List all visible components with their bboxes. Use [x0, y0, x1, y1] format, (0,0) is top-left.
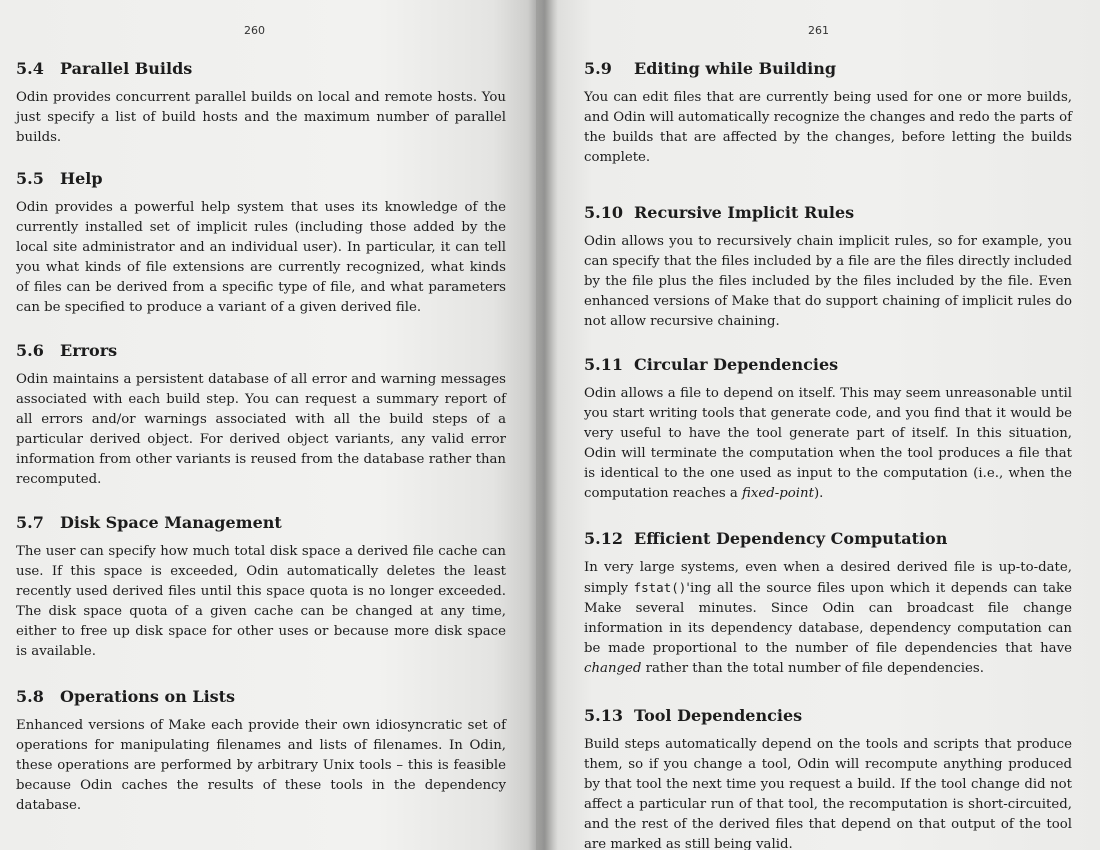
section-body: The user can specify how much total disk space a derived file cache can use. If this space is exceeded, Odin automatically deletes the least recently used derived files until this space quota is no longer exceeded. The disk space quota of a given cache can be changed at any time, either to free up disk space for other uses or because more disk space is available.: [16, 544, 506, 659]
body-text: In very large systems, even when a desired derived file is up-to-date, simply: [584, 560, 1072, 596]
section-circular-dependencies: [584, 354, 1072, 504]
section-number: 5.6: [16, 341, 44, 360]
right-page-content: [584, 58, 1072, 850]
section-body: Odin provides concurrent parallel builds on local and remote hosts. You just specify a list of build hosts and the maximum number of parallel builds.: [16, 90, 506, 145]
section-errors: [16, 340, 506, 490]
section-body: Build steps automatically depend on the tools and scripts that produce them, so if you change a tool, Odin will recompute anything produced by that tool the next time you request a build. If the tool change did not affect a particular run of that tool, the recomputation is short-circuited, and the rest of the derived files that depend on that output of the tool are marked as still being valid.: [584, 737, 1072, 850]
section-body: Odin allows you to recursively chain implicit rules, so for example, you can specify that the files included by a file are the files directly included by the file plus the files included by the files included by the file. Even enhanced versions of Make that do support chaining of implicit rules do not allow recursive chaining.: [584, 234, 1072, 329]
section-title: Errors: [60, 341, 118, 360]
section-number: 5.4: [16, 59, 44, 78]
section-body: You can edit files that are currently being used for one or more builds, and Odin will automatically recognize the changes and redo the parts of the builds that are affected by the changes, before letting the builds complete.: [584, 90, 1073, 165]
section-tool-dependencies: [584, 705, 1072, 850]
section-title: Help: [60, 169, 103, 188]
section-editing-while-building: [584, 58, 1072, 168]
section-title: Circular Dependencies: [634, 355, 839, 374]
body-text: 'ing all the source files upon which it depends can take Make several minutes. Since Odin can broadcast file change information in its dependency database, dependency computation can be made proportional to the number of file dependencies that have: [584, 581, 1072, 656]
section-operations-on-lists: [16, 686, 506, 816]
section-number: 5.12: [584, 529, 623, 548]
section-title: Operations on Lists: [60, 687, 236, 706]
section-heading: [584, 58, 1072, 80]
section-heading: [584, 202, 1072, 224]
section-title: Efficient Dependency Computation: [634, 529, 948, 548]
left-page: [0, 0, 536, 850]
section-number: 5.8: [16, 687, 44, 706]
section-disk-space-management: [16, 512, 506, 662]
section-heading: [16, 340, 506, 362]
section-heading: [16, 168, 506, 190]
section-heading: [16, 58, 506, 80]
section-body: [584, 558, 1072, 679]
section-number: 5.11: [584, 355, 623, 374]
section-heading: [584, 705, 1072, 727]
section-heading: [584, 528, 1072, 550]
section-help: [16, 168, 506, 318]
section-number: 5.13: [584, 706, 623, 725]
section-number: 5.7: [16, 513, 44, 532]
section-heading: [16, 686, 506, 708]
section-title: Disk Space Management: [60, 513, 282, 532]
section-title: Parallel Builds: [60, 59, 193, 78]
section-body: Odin maintains a persistent database of all error and warning messages associated with each build step. You can request a summary report of all errors and/or warnings associated with all the build steps of a particular derived object. For derived object variants, any valid error information from other variants is reused from the database rather than recomputed.: [16, 372, 506, 487]
section-efficient-dependency-computation: [584, 528, 1072, 679]
section-title: Recursive Implicit Rules: [634, 203, 855, 222]
section-body: [584, 384, 1072, 504]
right-page: [536, 0, 1100, 850]
section-parallel-builds: [16, 58, 506, 148]
body-italic-term: fixed-point: [742, 486, 814, 501]
section-title: Editing while Building: [634, 59, 837, 78]
body-text: rather than the total number of file dependencies.: [641, 661, 984, 676]
body-text: ).: [813, 486, 824, 501]
body-text: Odin allows a file to depend on itself. This may seem unreasonable until you start writing tools that generate code, and you find that it would be very useful to have the tool generate part of itself. In this situation, Odin will terminate the computation when the tool produces a file that is identical to the one used as input to the computation (i.e., when the computation reaches a: [584, 386, 1072, 501]
section-heading: [16, 512, 506, 534]
section-body: Odin provides a powerful help system that uses its knowledge of the currently installed set of implicit rules (including those added by the local site administrator and an individual user). In particular, it can tell you what kinds of file extensions are currently recognized, what kinds of files can be derived from a specific type of file, and what parameters can be specified to produce a variant of a given derived file.: [16, 200, 506, 315]
section-number: 5.10: [584, 203, 623, 222]
left-page-number: 260: [244, 24, 265, 37]
left-page-content: [16, 58, 506, 816]
section-recursive-implicit-rules: [584, 202, 1072, 332]
right-page-number: 261: [808, 24, 829, 37]
section-number: 5.9: [584, 59, 612, 78]
section-title: Tool Dependencies: [634, 706, 803, 725]
section-heading: [584, 354, 1072, 376]
section-number: 5.5: [16, 169, 44, 188]
body-italic-term: changed: [584, 661, 642, 676]
section-body: Enhanced versions of Make each provide their own idiosyncratic set of operations for manipulating filenames and lists of filenames. In Odin, these operations are performed by arbitrary Unix tools – this is feasible because Odin caches the results of these tools in the dependency database.: [16, 718, 506, 813]
body-code-term: fstat(): [633, 580, 687, 595]
